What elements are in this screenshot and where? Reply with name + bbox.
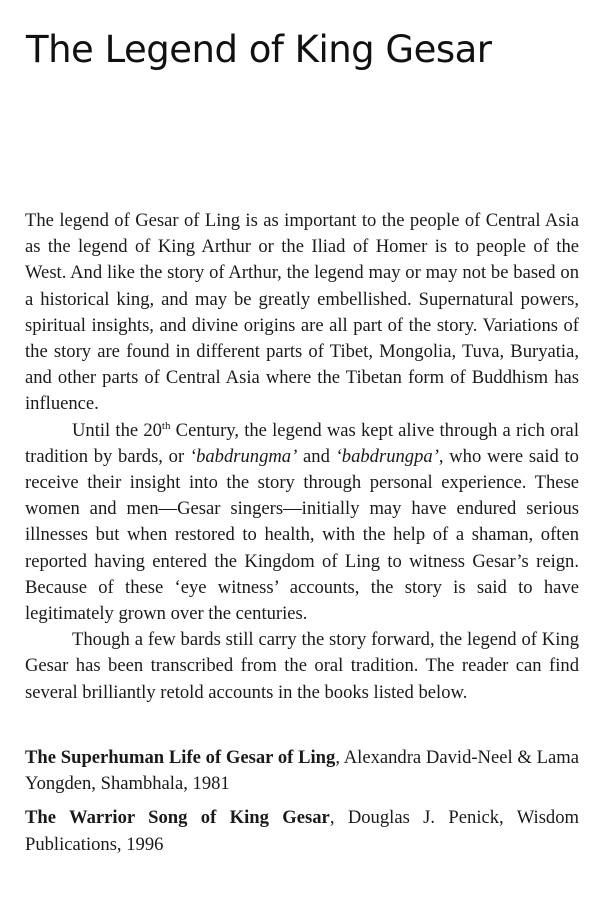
paragraph-2-text-a: Until the 20 (72, 419, 162, 441)
body-text (25, 208, 579, 706)
page-title: The Legend of King Gesar (26, 28, 492, 71)
ordinal-superscript: th (161, 419, 171, 432)
reference-item (25, 805, 579, 857)
paragraph-2-conjunction: and (297, 445, 336, 467)
paragraph-2 (25, 418, 579, 628)
reference-list (25, 745, 579, 866)
reference-details: , Douglas J. Penick, Wisdom Publications, 1996 (25, 807, 579, 855)
term-babdrungma: ‘babdrungma’ (189, 445, 298, 467)
paragraph-2-text-c: , who were said to receive their insight into the story through personal experience. These women and men—Gesar singers—initially may have endured serious illnesses but when restored to health, with the help of a shaman, often reported having entered the Kingdom of Ling to witness Gesar’s reign. Because of these ‘eye witness’ accounts, the story is said to have legitimately grown over the centuries. (25, 445, 579, 625)
reference-details: , Alexandra David-Neel & Lama Yongden, Shambhala, 1981 (25, 747, 579, 795)
term-babdrungpa: ‘babdrungpa’ (335, 445, 439, 467)
reference-item (25, 745, 579, 797)
paragraph-1: The legend of Gesar of Ling is as important to the people of Central Asia as the legend of King Arthur or the Iliad of Homer is to people of the West. And like the story of Arthur, the legend may or may not be based on a historical king, and may be greatly embellished. Supernatural powers, spiritual insights, and divine origins are all part of the story. Variations of the story are found in different parts of Tibet, Mongolia, Tuva, Buryatia, and other parts of Central Asia where the Tibetan form of Buddhism has influence. (25, 210, 579, 415)
reference-title: The Superhuman Life of Gesar of Ling (25, 747, 336, 768)
paragraph-2-text-b: Century, the legend was kept alive through a rich oral tradition by bards, or (25, 419, 579, 467)
paragraph-3: Though a few bards still carry the story forward, the legend of King Gesar has been transcribed from the oral tradition. The reader can find several brilliantly retold accounts in the books listed below. (25, 629, 579, 703)
reference-title: The Warrior Song of King Gesar (25, 807, 330, 829)
